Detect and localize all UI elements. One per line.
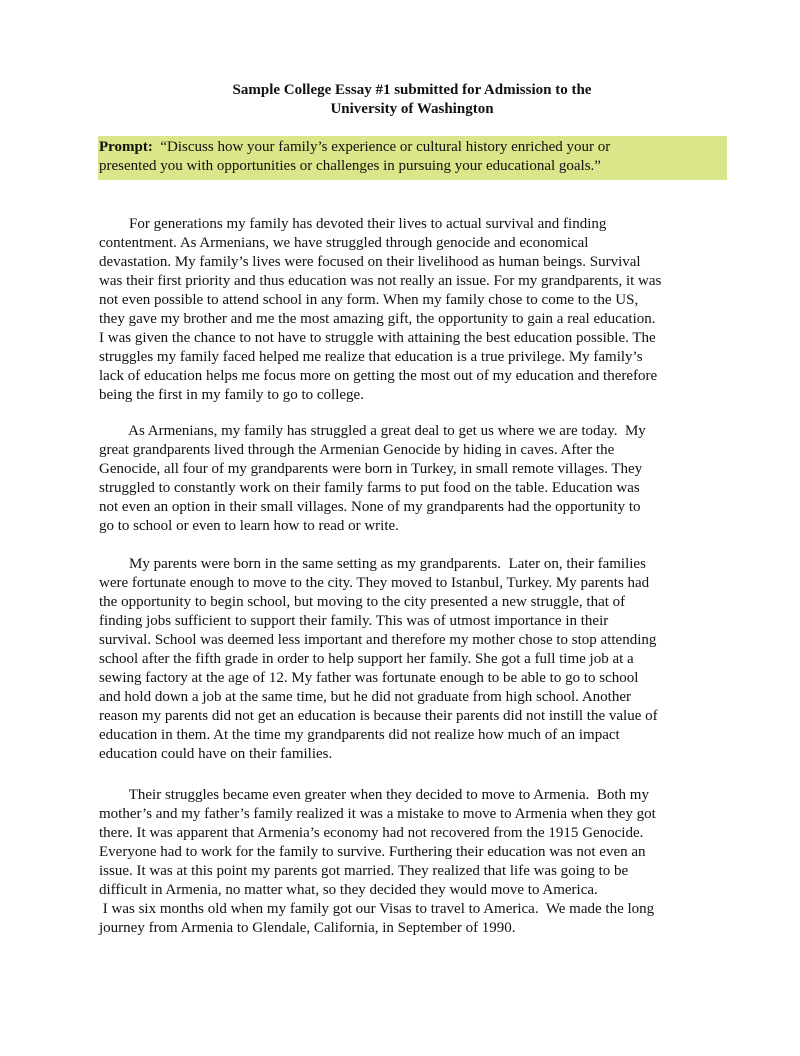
paragraph-4 — [99, 786, 739, 938]
paragraph-line: Everyone had to work for the family to survive. Furthering their education was not even an — [99, 844, 646, 860]
paragraph-line: were fortunate enough to move to the city. They moved to Istanbul, Turkey. My parents had — [99, 575, 650, 591]
paragraph-line: My parents were born in the same setting as my grandparents. Later on, their families — [99, 556, 646, 572]
paragraph-line: they gave my brother and me the most amazing gift, the opportunity to gain a real education. — [99, 311, 656, 327]
paragraph-line: being the first in my family to go to college. — [99, 387, 364, 403]
paragraph-line: difficult in Armenia, no matter what, so they decided they would move to America. — [99, 882, 598, 898]
paragraph-line: As Armenians, my family has struggled a great deal to get us where we are today. My — [99, 423, 646, 439]
paragraph-line: struggled to constantly work on their family farms to put food on the table. Education was — [99, 480, 640, 496]
paragraph-line: journey from Armenia to Glendale, California, in September of 1990. — [99, 920, 516, 936]
paragraph-line: mother’s and my father’s family realized it was a mistake to move to Armenia when they got — [99, 806, 656, 822]
paragraph-line: not even possible to attend school in any form. When my family chose to come to the US, — [99, 292, 639, 308]
paragraph-line: there. It was apparent that Armenia’s economy had not recovered from the 1915 Genocide. — [99, 825, 644, 841]
paragraph-line: Genocide, all four of my grandparents were born in Turkey, in small remote villages. They — [99, 461, 643, 477]
paragraph-line: reason my parents did not get an education is because their parents did not instill the value of — [99, 708, 658, 724]
paragraph-1 — [99, 215, 739, 405]
paragraph-line: great grandparents lived through the Armenian Genocide by hiding in caves. After the — [99, 442, 615, 458]
paragraph-line: I was six months old when my family got our Visas to travel to America. We made the long — [99, 901, 655, 917]
paragraph-line: Their struggles became even greater when they decided to move to Armenia. Both my — [99, 787, 649, 803]
paragraph-line: the opportunity to begin school, but moving to the city presented a new struggle, that of — [99, 594, 626, 610]
paragraph-line: not even an option in their small villages. None of my grandparents had the opportunity to — [99, 499, 641, 515]
paragraph-line: survival. School was deemed less important and therefore my mother chose to stop attending — [99, 632, 657, 648]
paragraph-line: was their first priority and thus education was not really an issue. For my grandparents, it was — [99, 273, 662, 289]
paragraph-line: sewing factory at the age of 12. My father was fortunate enough to be able to go to school — [99, 670, 639, 686]
paragraph-line: issue. It was at this point my parents got married. They realized that life was going to be — [99, 863, 629, 879]
prompt-line-2: presented you with opportunities or challenges in pursuing your educational goals.” — [99, 158, 601, 174]
essay-title-line-1: Sample College Essay #1 submitted for Admission to the — [232, 82, 592, 98]
paragraph-line: devastation. My family’s lives were focused on their livelihood as human beings. Survival — [99, 254, 641, 270]
prompt-highlight-box — [98, 136, 727, 180]
paragraph-line: go to school or even to learn how to read or write. — [99, 518, 399, 534]
paragraph-line: I was given the chance to not have to struggle with attaining the best education possible. The — [99, 330, 656, 346]
paragraph-line: education in them. At the time my grandparents did not realize how much of an impact — [99, 727, 620, 743]
paragraph-3 — [99, 555, 739, 764]
paragraph-line: struggles my family faced helped me realize that education is a true privilege. My family’s — [99, 349, 643, 365]
prompt-text-1: “Discuss how your family’s experience or cultural history enriched your or — [160, 139, 611, 155]
prompt-line-1 — [99, 138, 727, 157]
paragraph-line: and hold down a job at the same time, but he did not graduate from high school. Another — [99, 689, 631, 705]
paragraph-line: school after the fifth grade in order to help support her family. She got a full time job at a — [99, 651, 634, 667]
paragraph-line: lack of education helps me focus more on getting the most out of my education and therefore — [99, 368, 658, 384]
prompt-label: Prompt: — [99, 139, 153, 155]
essay-title-line-2: University of Washington — [330, 101, 494, 117]
paragraph-line: For generations my family has devoted their lives to actual survival and finding — [99, 216, 607, 232]
paragraph-line: finding jobs sufficient to support their family. This was of utmost importance in their — [99, 613, 609, 629]
paragraph-line: contentment. As Armenians, we have struggled through genocide and economical — [99, 235, 589, 251]
paragraph-2 — [99, 422, 739, 536]
paragraph-line: education could have on their families. — [99, 746, 333, 762]
